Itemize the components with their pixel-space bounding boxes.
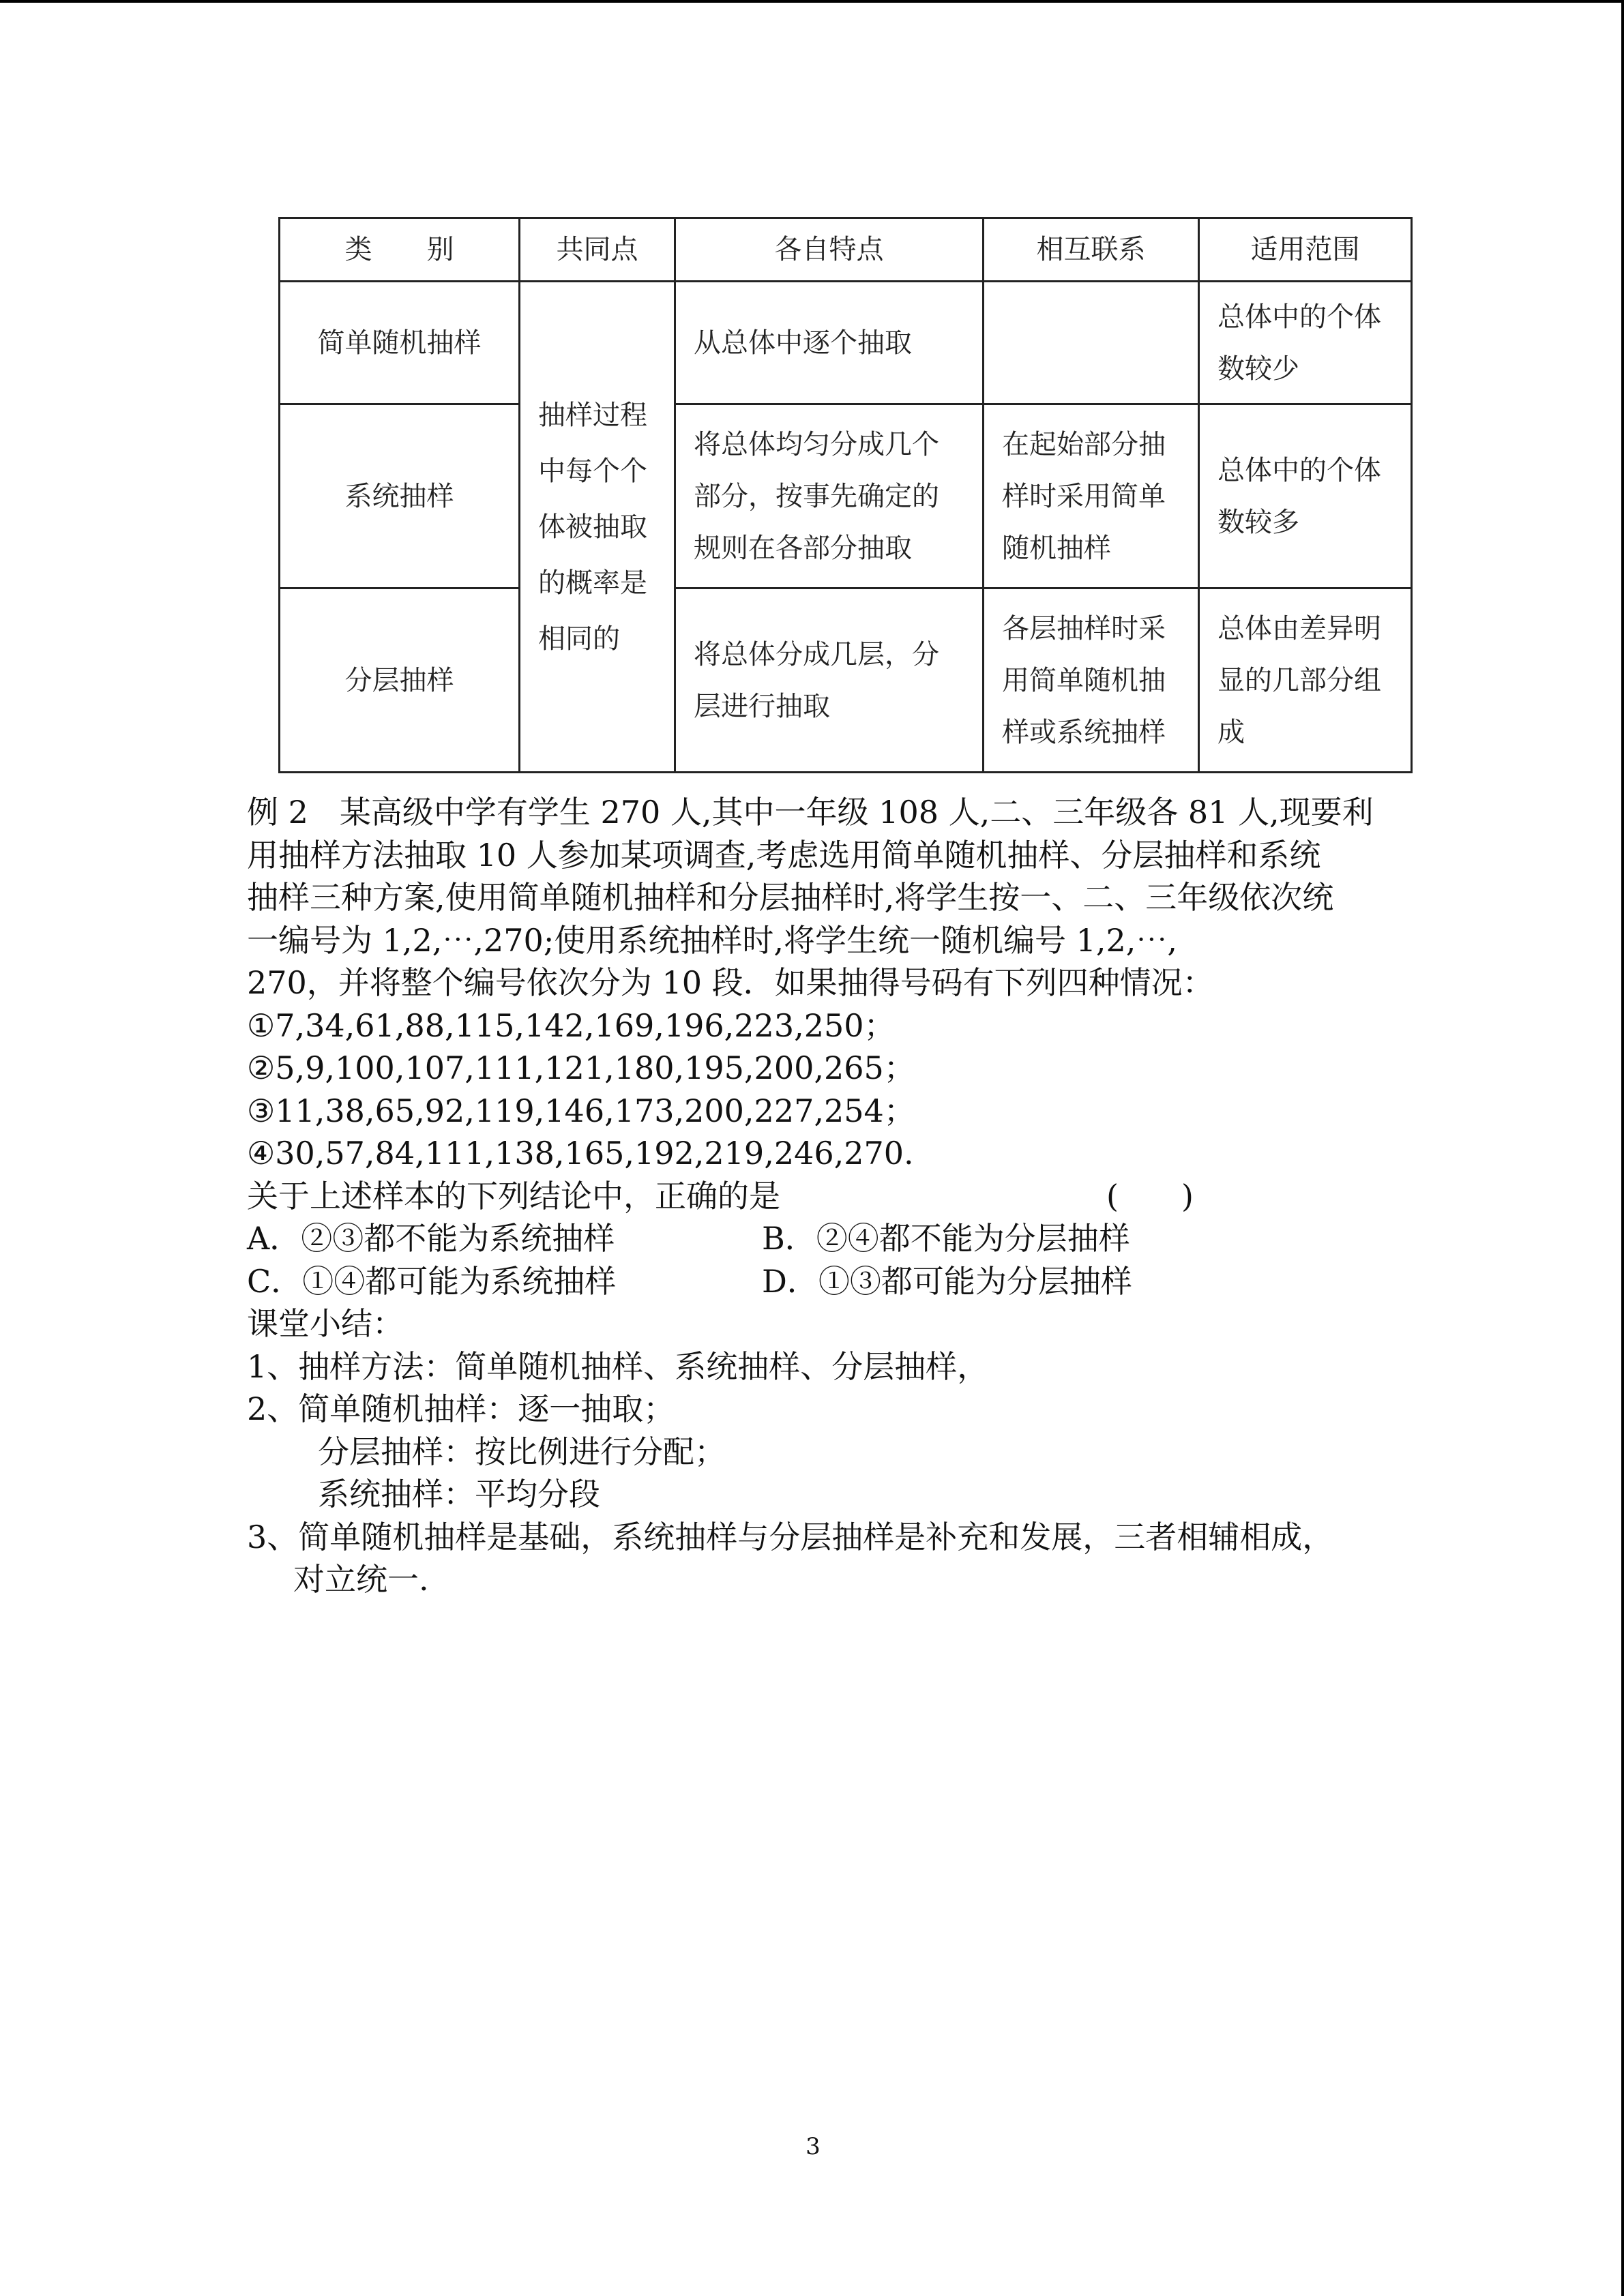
relation-line: 在起始部分抽 xyxy=(1002,428,1166,460)
row-relation xyxy=(984,282,1199,404)
summary-item: 2、简单随机抽样：逐一抽取； xyxy=(247,1390,675,1427)
example-and-summary xyxy=(247,791,1406,1601)
scope-line: 成 xyxy=(1217,716,1245,748)
row-category: 系统抽样 xyxy=(280,404,520,588)
scope-line: 总体中的个体 xyxy=(1217,454,1381,486)
header-feature: 各自特点 xyxy=(675,218,984,282)
row-scope xyxy=(1199,588,1412,773)
common-line: 相同的 xyxy=(538,623,620,655)
example-line: 例 2 某高级中学有学生 270 人,其中一年级 108 人,二、三年级各 81 人,现要利 xyxy=(247,794,1374,831)
row-relation xyxy=(984,404,1199,588)
table-row xyxy=(280,588,1412,773)
relation-line: 样时采用简单 xyxy=(1002,480,1166,512)
common-point-cell xyxy=(520,282,675,773)
answer-blank: ( ) xyxy=(1106,1177,1194,1214)
feature-line: 将总体均匀分成几个 xyxy=(694,428,939,460)
page-frame-right xyxy=(1621,0,1624,2296)
row-category: 简单随机抽样 xyxy=(280,282,520,404)
scope-line: 数较多 xyxy=(1217,506,1299,538)
common-line: 抽样过程 xyxy=(538,399,647,431)
row-feature: 从总体中逐个抽取 xyxy=(675,282,984,404)
common-line: 中每个个 xyxy=(538,455,647,487)
option-c: C．①④都可能为系统抽样 xyxy=(247,1262,617,1300)
example-line: 270，并将整个编号依次分为 10 段．如果抽得号码有下列四种情况： xyxy=(247,964,1214,1001)
row-relation xyxy=(984,588,1199,773)
header-scope: 适用范围 xyxy=(1199,218,1412,282)
summary-title: 课堂小结： xyxy=(247,1305,404,1342)
relation-line: 用简单随机抽 xyxy=(1002,664,1166,696)
common-line: 的概率是 xyxy=(538,567,647,599)
table-row xyxy=(280,282,1412,404)
page-frame-top xyxy=(0,0,1624,3)
case-line: ①7,34,61,88,115,142,169,196,223,250； xyxy=(247,1007,896,1044)
row-scope xyxy=(1199,404,1412,588)
sampling-comparison-table xyxy=(278,217,1413,773)
common-line: 体被抽取 xyxy=(538,511,647,543)
option-d: D．①③都可能为分层抽样 xyxy=(762,1262,1132,1300)
scope-line: 总体中的个体 xyxy=(1217,301,1381,333)
example-line: 抽样三种方案,使用简单随机抽样和分层抽样时,将学生按一、二、三年级依次统 xyxy=(247,879,1334,916)
row-scope xyxy=(1199,282,1412,404)
question-text: 关于上述样本的下列结论中，正确的是 xyxy=(247,1177,780,1214)
table-row xyxy=(280,404,1412,588)
header-relation: 相互联系 xyxy=(984,218,1199,282)
relation-line: 各层抽样时采 xyxy=(1002,612,1166,644)
feature-line: 规则在各部分抽取 xyxy=(694,532,912,564)
summary-subitem: 对立统一. xyxy=(293,1561,429,1598)
case-line: ③11,38,65,92,119,146,173,200,227,254； xyxy=(247,1092,915,1129)
scope-line: 总体由差异明 xyxy=(1217,612,1381,644)
header-common: 共同点 xyxy=(520,218,675,282)
feature-line: 部分，按事先确定的 xyxy=(694,480,939,512)
table-header-row xyxy=(280,218,1412,282)
summary-subitem: 分层抽样：按比例进行分配； xyxy=(318,1433,726,1470)
option-b: B．②④都不能为分层抽样 xyxy=(762,1220,1130,1257)
row-category: 分层抽样 xyxy=(280,588,520,773)
case-line: ②5,9,100,107,111,121,180,195,200,265； xyxy=(247,1049,915,1086)
question-line xyxy=(247,1175,1406,1218)
page-number: 3 xyxy=(806,2133,821,2160)
option-a: A．②③都不能为系统抽样 xyxy=(247,1220,615,1257)
feature-line: 层进行抽取 xyxy=(694,690,830,722)
feature-line: 将总体分成几层，分 xyxy=(694,638,939,670)
relation-line: 随机抽样 xyxy=(1002,532,1111,564)
summary-subitem: 系统抽样：平均分段 xyxy=(318,1476,600,1512)
header-category: 类 别 xyxy=(280,218,520,282)
scope-line: 显的几部分组 xyxy=(1217,664,1381,696)
case-line: ④30,57,84,111,138,165,192,219,246,270. xyxy=(247,1135,914,1172)
options-row xyxy=(247,1217,1406,1260)
example-line: 一编号为 1,2,⋯,270;使用系统抽样时,将学生统一随机编号 1,2,⋯, xyxy=(247,921,1177,959)
row-feature xyxy=(675,588,984,773)
options-row xyxy=(247,1260,1406,1303)
summary-item: 3、简单随机抽样是基础，系统抽样与分层抽样是补充和发展，三者相辅相成， xyxy=(247,1518,1334,1555)
example-line: 用抽样方法抽取 10 人参加某项调查,考虑选用简单随机抽样、分层抽样和系统 xyxy=(247,836,1321,874)
relation-line: 样或系统抽样 xyxy=(1002,716,1166,748)
row-feature xyxy=(675,404,984,588)
summary-item: 1、抽样方法：简单随机抽样、系统抽样、分层抽样， xyxy=(247,1347,989,1385)
scope-line: 数较少 xyxy=(1217,353,1299,385)
